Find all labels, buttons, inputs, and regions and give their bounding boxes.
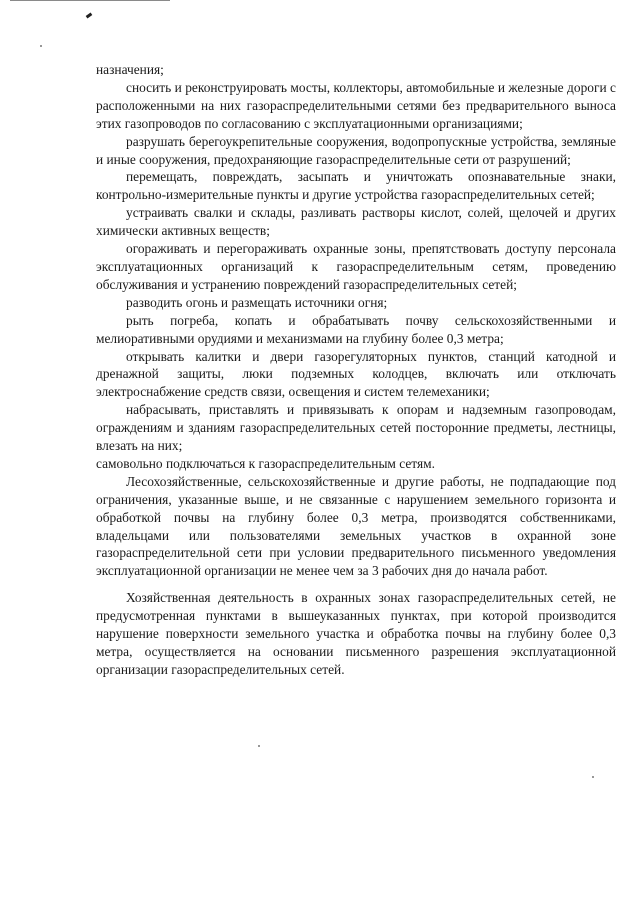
- paragraph: разводить огонь и размещать источники огня;: [126, 294, 388, 310]
- paragraph: устраивать свалки и склады, разливать растворы кислот, солей, щелочей и других химически активных веществ;: [96, 205, 616, 239]
- paragraph: сносить и реконструировать мосты, коллекторы, автомобильные и железные дороги с расположенными на них газораспределительными сетями без предварительного выноса этих газопроводов по согласованию с эксплуатационными организациями;: [96, 79, 616, 131]
- paragraph: Хозяйственная деятельность в охранных зонах газораспределительных сетей, не предусмотренная пунктами в вышеуказанных пунктах, при которой производится нарушение поверхности земельного участка и обработка почвы на глубину более 0,3 метра, осуществляется на основании письменного разрешения эксплуатационной организации газораспределительных сетей.: [96, 590, 616, 677]
- paragraph: рыть погреба, копать и обрабатывать почву сельскохозяйственными и мелиоративными орудиями и механизмами на глубину более 0,3 метра;: [96, 312, 616, 346]
- paragraph: самовольно подключаться к газораспределительным сетям.: [96, 455, 435, 471]
- document-body: [96, 61, 616, 679]
- scan-edge-line: [10, 0, 170, 1]
- scan-pen-mark: [86, 13, 93, 19]
- paragraph: разрушать берегоукрепительные сооружения, водопропускные устройства, земляные и иные сооружения, предохраняющие газораспределительные сети от разрушений;: [96, 133, 616, 167]
- paragraph: Лесохозяйственные, сельскохозяйственные и другие работы, не подпадающие под ограничения, указанные выше, и не связанные с нарушением земельного горизонта и обработкой почвы на глубину более 0,3 метра, производятся собственниками, владельцами или пользователями земельных участков в охранной зоне газораспределительной сети при условии предварительного письменного уведомления эксплуатационной организации не менее чем за 3 рабочих дня до начала работ.: [96, 473, 616, 579]
- paragraph: открывать калитки и двери газорегуляторных пунктов, станций катодной и дренажной защиты, люки подземных колодцев, включать или отключать электроснабжение средств связи, освещения и систем телемеханики;: [96, 348, 616, 400]
- scan-speck: [258, 745, 260, 747]
- paragraph: огораживать и перегораживать охранные зоны, препятствовать доступу персонала эксплуатационных организаций к газораспределительным сетям, проведению обслуживания и устранению повреждений газораспределительных сетей;: [96, 241, 616, 292]
- paragraph: набрасывать, приставлять и привязывать к опорам и надземным газопроводам, ограждениям и зданиям газораспределительных сетей посторонние предметы, лестницы, влезать на них;: [96, 402, 616, 454]
- paragraph: перемещать, повреждать, засыпать и уничтожать опознавательные знаки, контрольно-измерительные пункты и другие устройства газораспределительных сетей;: [96, 169, 616, 203]
- paragraph: назначения;: [96, 62, 164, 77]
- scan-speck: [592, 776, 594, 778]
- scan-speck: [40, 45, 42, 47]
